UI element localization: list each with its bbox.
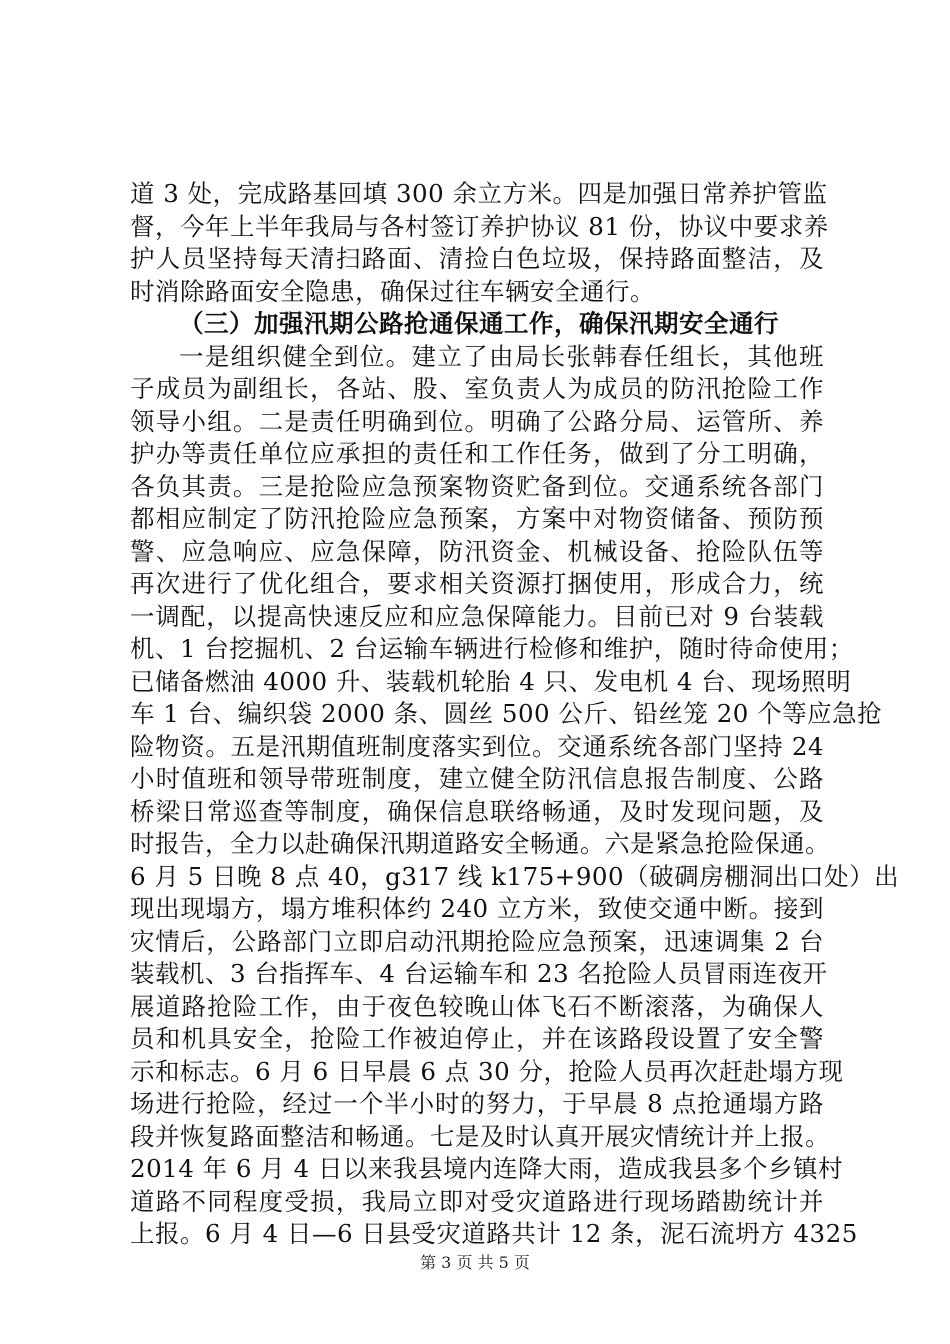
text-line: 示和标志。6 月 6 日早晨 6 点 30 分，抢险人员再次赶赴塌方现 — [130, 1056, 844, 1086]
text-line: 一是组织健全到位。建立了由局长张韩春任组长，其他班 — [179, 341, 824, 371]
text-line: 小时值班和领导带班制度，建立健全防汛信息报告制度、公路 — [130, 764, 824, 793]
text-line: 子成员为副组长，各站、股、室负责人为成员的防汛抢险工作 — [130, 374, 824, 403]
text-line: 2014 年 6 月 4 日以来我县境内连降大雨，造成我县多个乡镇村 — [130, 1154, 843, 1183]
text-line: 现出现塌方，塌方堆积体约 240 立方米，致使交通中断。接到 — [130, 894, 824, 923]
text-line: 督，今年上半年我局与各村签订养护协议 81 份，协议中要求养 — [130, 211, 829, 241]
text-line: 6 月 5 日晚 8 点 40，g317 线 k175+900（破碉房棚洞出口处）出 — [130, 861, 900, 891]
text-line: 护人员坚持每天清扫路面、清捡白色垃圾，保持路面整洁，及 — [130, 244, 824, 273]
text-line: 各负其责。三是抢险应急预案物资贮备到位。交通系统各部门 — [130, 471, 824, 501]
text-line: 再次进行了优化组合，要求相关资源打捆使用，形成合力，统 — [130, 569, 824, 598]
text-line: 时消除路面安全隐患，确保过往车辆安全通行。 — [130, 276, 655, 306]
text-line: 段并恢复路面整洁和畅通。七是及时认真开展灾情统计并上报。 — [130, 1121, 830, 1151]
text-line: 已储备燃油 4000 升、装载机轮胎 4 只、发电机 4 台、现场照明 — [130, 666, 852, 696]
text-line: 桥梁日常巡查等制度，确保信息联络畅通，及时发现问题，及 — [130, 796, 824, 826]
text-line: 道路不同程度受损，我局立即对受灾道路进行现场踏勘统计并 — [130, 1186, 824, 1216]
text-line: 一调配，以提高快速反应和应急保障能力。目前已对 9 台装载 — [130, 601, 824, 631]
text-line: 道 3 处，完成路基回填 300 余立方米。四是加强日常养护管监 — [130, 179, 828, 208]
text-line: 场进行抢险，经过一个半小时的努力，于早晨 8 点抢通塌方路 — [130, 1089, 824, 1118]
text-line: 护办等责任单位应承担的责任和工作任务，做到了分工明确， — [130, 439, 824, 468]
text-line: 都相应制定了防汛抢险应急预案，方案中对物资储备、预防预 — [130, 504, 824, 533]
text-line: 员和机具安全，抢险工作被迫停止，并在该路段设置了安全警 — [130, 1024, 824, 1053]
text-line: 上报。6 月 4 日—6 日县受灾道路共计 12 条，泥石流坍方 4325 — [130, 1219, 858, 1248]
page-footer: 第 3 页 共 5 页 — [420, 1253, 530, 1272]
text-line: 险物资。五是汛期值班制度落实到位。交通系统各部门坚持 24 — [130, 731, 824, 761]
text-line: 装载机、3 台指挥车、4 台运输车和 23 名抢险人员冒雨连夜开 — [130, 959, 828, 988]
text-line: 时报告，全力以赴确保汛期道路安全畅通。六是紧急抢险保通。 — [130, 829, 830, 858]
text-line: 车 1 台、编织袋 2000 条、圆丝 500 公斤、铅丝笼 20 个等应急抢 — [130, 699, 883, 728]
text-line: 灾情后，公路部门立即启动汛期抢险应急预案，迅速调集 2 台 — [130, 926, 824, 956]
text-line: 机、1 台挖掘机、2 台运输车辆进行检修和维护，随时待命使用； — [130, 634, 854, 663]
text-line: 展道路抢险工作，由于夜色较晚山体飞石不断滚落，为确保人 — [130, 991, 824, 1021]
text-line: 领导小组。二是责任明确到位。明确了公路分局、运管所、养 — [130, 406, 824, 436]
section-heading: （三）加强汛期公路抢通保通工作，确保汛期安全通行 — [179, 309, 779, 338]
text-line: 警、应急响应、应急保障，防汛资金、机械设备、抢险队伍等 — [130, 536, 824, 566]
body-text — [130, 178, 900, 1251]
